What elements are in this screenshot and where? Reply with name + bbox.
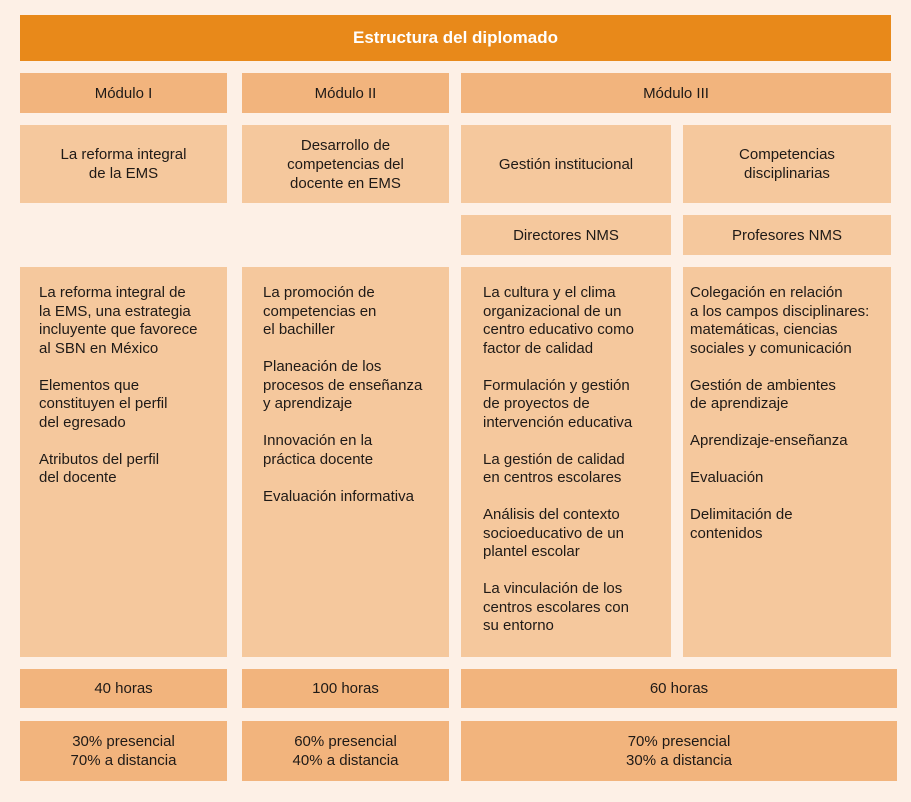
list-line: La vinculación de los	[483, 580, 623, 597]
list-line: del docente	[39, 469, 117, 486]
list-item	[263, 284, 437, 340]
modality-line: 60% presencial	[294, 733, 397, 750]
list-line: Colegación en relación	[690, 284, 843, 301]
list-line: y aprendizaje	[263, 395, 353, 412]
topic-line: Competencias	[739, 146, 835, 163]
module-3a-contents	[461, 267, 671, 657]
audience-teachers: Profesores NMS	[683, 215, 891, 255]
list-line: de proyectos de	[483, 395, 590, 412]
list-line: la EMS, una estrategia	[39, 302, 191, 320]
module-1-contents	[20, 267, 227, 657]
list-line: constituyen el perfil	[39, 395, 168, 412]
module-3-modality	[461, 721, 897, 781]
topic-line: competencias del	[287, 155, 404, 173]
module-1-hours: 40 horas	[20, 669, 227, 708]
modality-text	[293, 732, 399, 770]
list-line: a los campos disciplinares:	[690, 302, 870, 320]
list-line: plantel escolar	[483, 543, 580, 560]
list-line: La promoción de	[263, 284, 375, 301]
modality-line: 70% presencial	[627, 733, 731, 750]
list-line: al SBN en México	[39, 339, 159, 357]
module-3b-contents	[683, 267, 891, 657]
module-3-hours: 60 horas	[461, 669, 897, 708]
list-item	[690, 506, 887, 543]
list-line: contenidos	[690, 524, 763, 542]
list-line: Atributos del perfil	[39, 450, 160, 468]
modality-text	[626, 732, 732, 770]
modality-line: 40% a distancia	[292, 752, 399, 769]
list-line: Delimitación de	[690, 506, 793, 523]
list-line: Análisis del contexto	[483, 506, 620, 523]
modality-text	[71, 732, 177, 770]
list-item	[690, 284, 887, 358]
module-2-contents	[242, 267, 449, 657]
list-line: Planeación de los	[263, 358, 382, 375]
topic-line: La reforma integral	[60, 146, 187, 163]
list-line: competencias en	[263, 302, 377, 320]
module-3-header: Módulo III	[461, 73, 891, 113]
list-line: incluyente que favorece	[39, 321, 198, 338]
module-3-topic-institutional: Gestión institucional	[461, 125, 671, 203]
topic-line: de la EMS	[88, 165, 159, 182]
list-line: Evaluación	[690, 469, 764, 486]
list-item	[39, 377, 215, 433]
list-item	[263, 488, 437, 507]
list-line: procesos de enseñanza	[263, 376, 423, 394]
list-item	[483, 284, 659, 358]
topic-line: disciplinarias	[744, 165, 830, 182]
list-item	[690, 469, 887, 488]
list-line: La reforma integral de	[39, 284, 186, 301]
audience-directors: Directores NMS	[461, 215, 671, 255]
list-line: centros escolares con	[483, 598, 629, 616]
list-item	[39, 284, 215, 358]
list-item	[39, 451, 215, 488]
list-line: Elementos que	[39, 376, 140, 394]
list-item	[483, 377, 659, 433]
list-item	[263, 432, 437, 469]
list-item	[483, 506, 659, 562]
module-3b-topic-text	[739, 145, 835, 183]
list-line: Innovación en la	[263, 432, 373, 449]
module-1-topic-text	[61, 145, 187, 183]
list-line: de aprendizaje	[690, 395, 789, 412]
topic-line: Desarrollo de	[300, 136, 391, 154]
list-line: intervención educativa	[483, 413, 633, 431]
list-line: sociales y comunicación	[690, 339, 852, 357]
module-1-modality	[20, 721, 227, 781]
list-line: La cultura y el clima	[483, 284, 616, 301]
list-line: en centros escolares	[483, 469, 622, 486]
list-item	[263, 358, 437, 414]
module-1-topic	[20, 125, 227, 203]
topic-line: docente en EMS	[290, 174, 401, 192]
list-line: Formulación y gestión	[483, 376, 630, 394]
list-line: socioeducativo de un	[483, 524, 624, 542]
list-line: La gestión de calidad	[483, 450, 625, 468]
list-line: factor de calidad	[483, 339, 594, 357]
module-3-topic-disciplinary	[683, 125, 891, 203]
module-2-topic	[242, 125, 449, 203]
list-item	[483, 451, 659, 488]
modality-line: 70% a distancia	[70, 752, 177, 769]
list-item	[690, 432, 887, 451]
list-line: Aprendizaje-enseñanza	[690, 432, 848, 449]
list-item	[690, 377, 887, 414]
list-line: centro educativo como	[483, 321, 634, 338]
module-2-header: Módulo II	[242, 73, 449, 113]
list-line: matemáticas, ciencias	[690, 321, 838, 338]
module-2-topic-text	[287, 136, 404, 193]
module-2-hours: 100 horas	[242, 669, 449, 708]
module-2-modality	[242, 721, 449, 781]
list-line: Gestión de ambientes	[690, 376, 836, 394]
list-line: práctica docente	[263, 450, 374, 468]
list-item	[483, 580, 659, 636]
list-line: del egresado	[39, 413, 126, 431]
list-line: el bachiller	[263, 321, 335, 338]
list-line: Evaluación informativa	[263, 487, 414, 505]
diploma-title: Estructura del diplomado	[20, 15, 891, 61]
modality-line: 30% a distancia	[626, 752, 732, 769]
list-line: organizacional de un	[483, 302, 622, 320]
module-1-header: Módulo I	[20, 73, 227, 113]
list-line: su entorno	[483, 617, 554, 634]
modality-line: 30% presencial	[72, 733, 175, 750]
